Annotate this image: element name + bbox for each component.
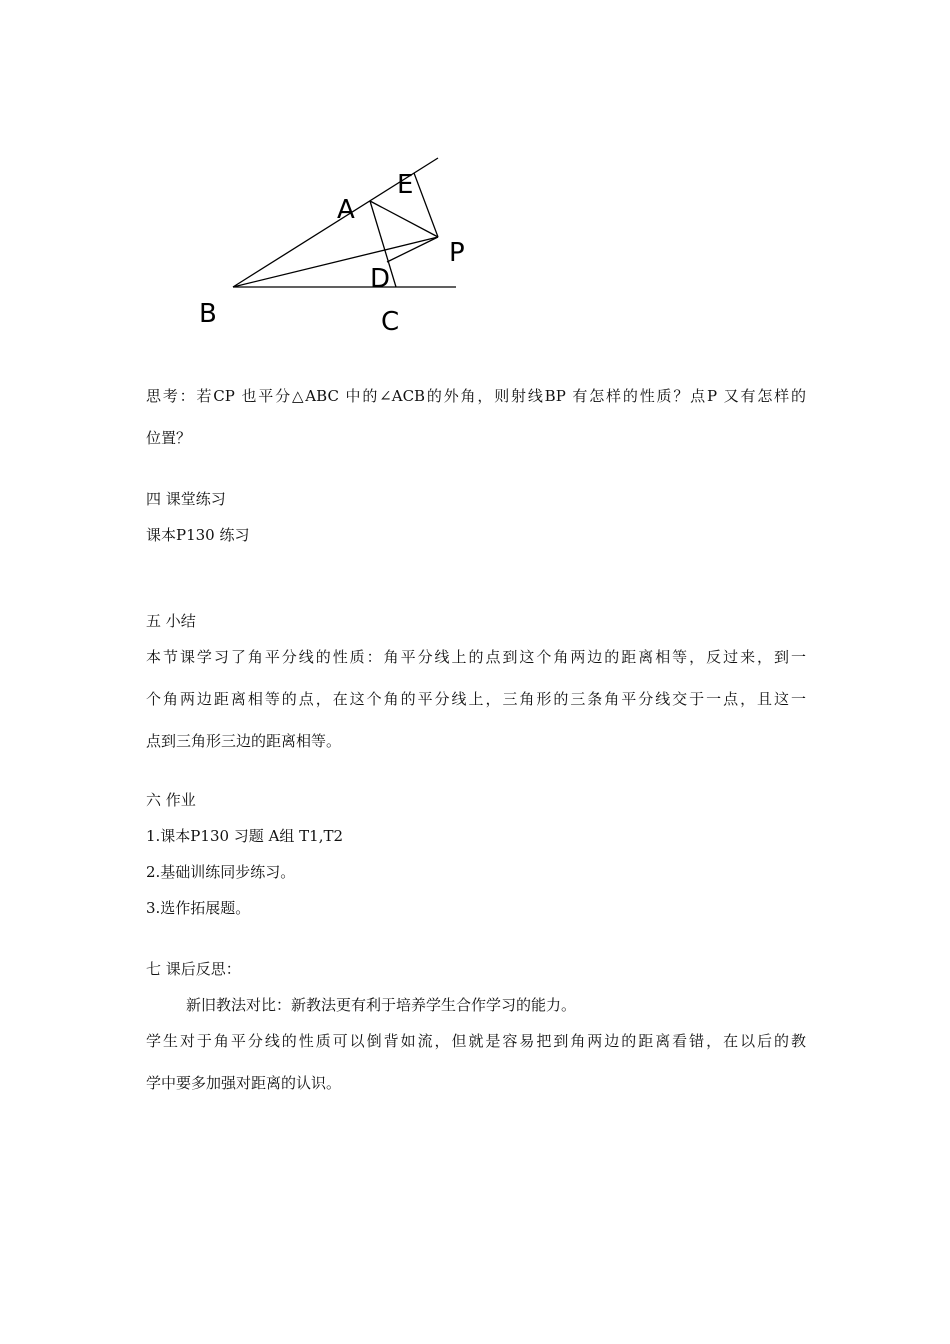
summary-line-2: 个角两边距离相等的点，在这个角的平分线上，三角形的三条角平分线交于一点，且这一 [146, 690, 806, 708]
label-a: A [337, 195, 355, 225]
section-5-heading: 五 小结 [146, 612, 196, 630]
section-4-heading: 四 课堂练习 [146, 490, 226, 508]
label-d: D [370, 264, 391, 294]
segment-e-p [414, 173, 438, 237]
think-line-1: 思考：若CP 也平分△ABC 中的∠ACB的外角，则射线BP 有怎样的性质？点P 又有怎样的 [146, 387, 806, 405]
reflection-line-1: 新旧教法对比：新教法更有利于培养学生合作学习的能力。 [186, 996, 577, 1014]
summary-line-3: 点到三角形三边的距离相等。 [146, 732, 342, 750]
geometry-figure [0, 0, 950, 350]
section-6-heading: 六 作业 [146, 791, 196, 809]
label-c: C [381, 307, 400, 337]
label-b: B [199, 299, 217, 329]
summary-line-1: 本节课学习了角平分线的性质：角平分线上的点到这个角两边的距离相等，反过来，到一 [146, 648, 806, 666]
segment-b-p [233, 237, 438, 287]
label-e: E [397, 170, 414, 200]
section-7-heading: 七 课后反思： [146, 960, 241, 978]
homework-item-2: 2.基础训练同步练习。 [146, 863, 296, 881]
reflection-line-3: 学中要多加强对距离的认识。 [146, 1074, 342, 1092]
segment-a-p [370, 201, 438, 237]
homework-item-1: 1.课本P130 习题 A组 T1,T2 [146, 827, 344, 845]
homework-item-3: 3.选作拓展题。 [146, 899, 251, 917]
label-p: P [449, 238, 465, 268]
section-4-line-1: 课本P130 练习 [146, 526, 250, 544]
reflection-line-2: 学生对于角平分线的性质可以倒背如流，但就是容易把到角两边的距离看错，在以后的教 [146, 1032, 806, 1050]
segment-d-p [387, 237, 438, 262]
think-line-2: 位置？ [146, 429, 192, 447]
